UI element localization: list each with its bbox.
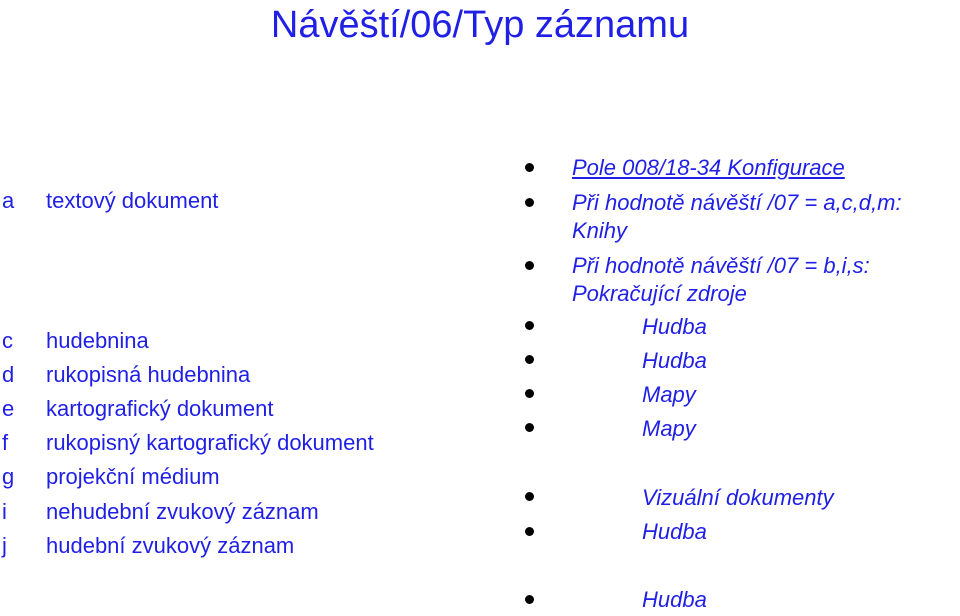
bullet-icon bbox=[525, 355, 534, 364]
type-label: rukopisná hudebnina bbox=[46, 362, 251, 387]
bullet-text: Mapy bbox=[642, 416, 696, 441]
type-code: a bbox=[2, 188, 15, 213]
bullet-icon bbox=[525, 423, 534, 432]
type-label: textový dokument bbox=[46, 188, 219, 213]
bullet-text: Hudba bbox=[642, 519, 707, 544]
bullet-text: Při hodnotě návěští /07 = a,c,d,m: bbox=[572, 190, 902, 215]
type-code: j bbox=[2, 533, 7, 558]
bullet-icon bbox=[525, 261, 534, 270]
type-code: i bbox=[2, 499, 7, 524]
type-label: hudebnina bbox=[46, 328, 149, 353]
bullet-text-continuation: Pokračující zdroje bbox=[572, 281, 747, 306]
bullet-icon bbox=[525, 595, 534, 604]
bullet-icon bbox=[525, 198, 534, 207]
bullet-icon bbox=[525, 492, 534, 501]
bullet-text: Pole 008/18-34 Konfigurace bbox=[572, 155, 845, 180]
type-code: e bbox=[2, 396, 15, 421]
type-label: rukopisný kartografický dokument bbox=[46, 430, 374, 455]
type-code: c bbox=[2, 328, 13, 353]
bullet-icon bbox=[525, 163, 534, 172]
type-code: d bbox=[2, 362, 15, 387]
bullet-icon bbox=[525, 527, 534, 536]
bullet-text: Hudba bbox=[642, 587, 707, 612]
type-code: g bbox=[2, 464, 15, 489]
type-label: hudební zvukový záznam bbox=[46, 533, 295, 558]
bullet-text: Při hodnotě návěští /07 = b,i,s: bbox=[572, 253, 870, 278]
bullet-icon bbox=[525, 321, 534, 330]
bullet-text: Vizuální dokumenty bbox=[642, 485, 834, 510]
type-label: nehudební zvukový záznam bbox=[46, 499, 319, 524]
bullet-icon bbox=[525, 389, 534, 398]
type-label: kartografický dokument bbox=[46, 396, 274, 421]
bullet-text-continuation: Knihy bbox=[572, 218, 628, 243]
page-title: Návěští/06/Typ záznamu bbox=[270, 4, 690, 46]
type-code: f bbox=[2, 430, 9, 455]
bullet-text: Mapy bbox=[642, 382, 696, 407]
bullet-text: Hudba bbox=[642, 348, 707, 373]
bullet-text: Hudba bbox=[642, 314, 707, 339]
type-label: projekční médium bbox=[46, 464, 220, 489]
